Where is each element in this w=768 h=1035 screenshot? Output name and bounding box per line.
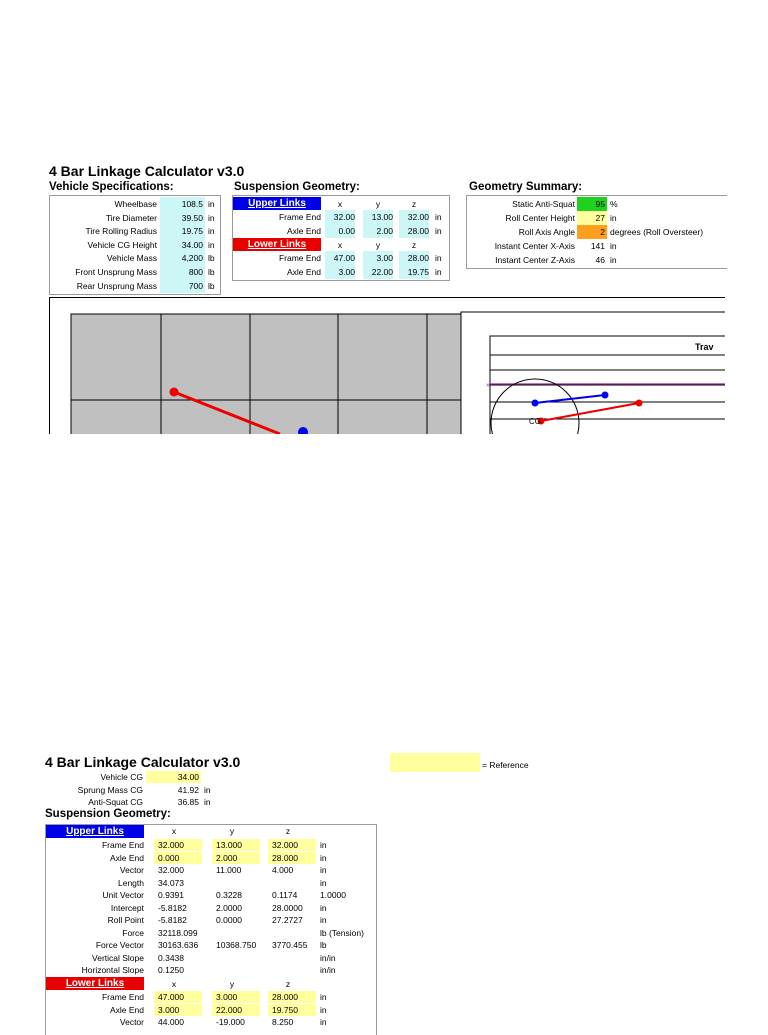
z-value: 28.000 — [268, 852, 316, 864]
spec-label: Tire Rolling Radius — [85, 226, 157, 237]
row-label: Frame End — [101, 992, 144, 1002]
cg-label: CG — [529, 417, 541, 426]
unit: in — [320, 1004, 327, 1015]
vehicle-specs-heading: Vehicle Specifications: — [49, 181, 174, 193]
row-label: Axle End — [109, 852, 144, 863]
side-view-chart — [50, 298, 725, 434]
unit: in — [320, 840, 327, 850]
summary-unit: % — [610, 199, 618, 209]
row-label: Vector — [119, 865, 144, 875]
spec-label: Tire Diameter — [105, 212, 157, 223]
unit: in — [320, 1017, 327, 1027]
suspension-heading: Suspension Geometry: — [234, 181, 360, 193]
unit — [356, 889, 416, 901]
lower-links-header: Lower Links — [46, 977, 144, 990]
y-value — [212, 964, 260, 976]
unit: lb — [320, 940, 327, 950]
row-label: Intercept — [110, 902, 144, 913]
x-value: 34.073 — [158, 877, 184, 888]
cg-summary — [45, 771, 305, 811]
spec-unit: lb — [208, 253, 215, 264]
x-value: -5.8182 — [158, 915, 187, 925]
x-value: 32.000 — [154, 839, 202, 851]
summary-heading: Geometry Summary: — [469, 181, 583, 193]
summary-label: Static Anti-Squat — [512, 199, 575, 209]
x-value: 0.00 — [325, 224, 355, 238]
lower-links-header: Lower Links — [233, 238, 321, 251]
spec-value: 34.00 — [160, 238, 205, 252]
row-label: Axle End — [109, 1004, 144, 1015]
y-value: -19.000 — [216, 1017, 245, 1027]
spec-unit: in — [208, 199, 215, 209]
x-value: 47.000 — [154, 991, 202, 1003]
link-point-label: Axle End — [286, 267, 321, 277]
spec-value: 39.50 — [160, 211, 205, 225]
upper-link-frame-point — [602, 392, 609, 399]
col-x: x — [171, 979, 177, 989]
spec-label: Rear Unsprung Mass — [76, 280, 157, 291]
col-z: z — [411, 199, 417, 209]
col-z: z — [285, 826, 291, 836]
reference-legend: = Reference — [482, 760, 529, 770]
upper-link-axle-point — [532, 400, 539, 407]
unit: in/in — [320, 965, 336, 975]
y-value: 2.000 — [212, 852, 260, 864]
unit: in — [320, 992, 327, 1002]
y-value: 13.00 — [363, 210, 393, 224]
suspension-detail-table — [45, 824, 377, 1035]
spec-unit: in — [208, 226, 215, 237]
col-y: y — [229, 979, 235, 989]
summary-unit: in — [610, 255, 617, 265]
y-value: 22.000 — [212, 1004, 260, 1016]
col-x: x — [171, 826, 177, 836]
z-value: 3770.455 — [272, 940, 308, 950]
unit: lb (Tension) — [320, 927, 364, 938]
y-value: 13.000 — [212, 839, 260, 851]
cg-value: 36.85 — [177, 797, 199, 807]
y-value: 2.00 — [363, 224, 393, 238]
spec-unit: lb — [208, 280, 215, 291]
upper-links-header: Upper Links — [46, 825, 144, 838]
x-value: 0.1250 — [158, 965, 184, 975]
spec-label: Vehicle CG Height — [87, 239, 157, 250]
x-value: 44.000 — [158, 1017, 184, 1027]
y-value: 0.3228 — [216, 890, 242, 900]
spec-value: 800 — [160, 265, 205, 279]
unit: in — [320, 902, 327, 913]
x-value: 0.9391 — [158, 890, 184, 900]
col-y: y — [375, 240, 381, 250]
spec-value: 700 — [160, 279, 205, 293]
plot-background — [71, 314, 461, 434]
spec-unit: in — [208, 239, 215, 250]
spec-value: 19.75 — [160, 224, 205, 238]
summary-unit: in — [610, 213, 617, 223]
reference-swatch — [390, 753, 480, 772]
x-value: 3.00 — [325, 265, 355, 279]
suspension-heading-2: Suspension Geometry: — [45, 808, 171, 820]
y-value: 3.00 — [363, 251, 393, 265]
x-value: 32118.099 — [158, 927, 198, 938]
z-value — [268, 927, 316, 939]
unit: in — [435, 253, 442, 263]
z-value: 0.1174 — [272, 890, 298, 900]
x-value: 0.3438 — [158, 952, 184, 963]
col-z: z — [411, 240, 417, 250]
col-x: x — [337, 199, 343, 209]
z-value: 4.000 — [272, 865, 294, 875]
suspension-geometry-table — [232, 195, 450, 281]
col-y: y — [229, 826, 235, 836]
y-value: 3.000 — [212, 991, 260, 1003]
x-value: 0.000 — [154, 852, 202, 864]
cg-label: Anti-Squat CG — [88, 797, 143, 807]
row-label: Vector — [119, 1017, 144, 1027]
page-title: 4 Bar Linkage Calculator v3.0 — [49, 163, 245, 179]
y-value — [212, 877, 260, 889]
row-label: Unit Vector — [102, 890, 144, 900]
roll-axis-marker: » — [486, 382, 490, 389]
summary-value: 95 — [577, 197, 607, 211]
cg-unit: in — [204, 784, 211, 795]
summary-value: 2 — [577, 225, 607, 239]
col-x: x — [337, 240, 343, 250]
z-value: 8.250 — [272, 1017, 294, 1027]
upper-links-header: Upper Links — [233, 197, 321, 210]
row-label: Force Vector — [95, 940, 144, 950]
chart-area — [49, 297, 725, 434]
w-value: 1.0000 — [320, 890, 346, 900]
z-value: 32.000 — [268, 839, 316, 851]
summary-label: Instant Center Z-Axis — [495, 255, 575, 265]
z-value — [268, 964, 316, 976]
x-value: 32.000 — [158, 865, 184, 875]
spec-unit: in — [208, 212, 215, 223]
spec-value: 4,200 — [160, 251, 205, 265]
x-value: 30163.636 — [158, 940, 199, 950]
unit: in/in — [320, 952, 336, 963]
summary-label: Instant Center X-Axis — [494, 241, 575, 251]
link-point-label: Frame End — [278, 212, 321, 222]
cg-value: 34.00 — [146, 771, 201, 783]
travel-chart-title: Trav — [695, 342, 714, 352]
lower-link-frame-point — [170, 388, 179, 397]
x-value: -5.8182 — [158, 902, 187, 913]
unit: in — [435, 267, 442, 277]
spec-label: Vehicle Mass — [106, 253, 157, 264]
z-value — [268, 877, 316, 889]
col-y: y — [375, 199, 381, 209]
y-value: 0.0000 — [216, 915, 242, 925]
link-point-label: Frame End — [278, 253, 321, 263]
y-value: 22.00 — [363, 265, 393, 279]
summary-value: 27 — [577, 211, 607, 225]
summary-label: Roll Center Height — [505, 213, 575, 223]
spec-label: Front Unsprung Mass — [75, 267, 157, 277]
z-value: 32.00 — [399, 210, 429, 224]
link-point-label: Axle End — [286, 226, 321, 236]
summary-label: Roll Axis Angle — [518, 227, 575, 237]
summary-value: 141 — [590, 241, 605, 251]
unit: in — [435, 212, 442, 222]
spec-value: 108.5 — [160, 197, 205, 211]
z-value: 28.00 — [399, 251, 429, 265]
lower-link-frame-point — [636, 400, 643, 407]
x-value: 47.00 — [325, 251, 355, 265]
geometry-summary-table — [466, 195, 727, 269]
row-label: Horizontal Slope — [81, 965, 144, 975]
y-value: 2.0000 — [216, 902, 242, 913]
unit: in — [320, 865, 327, 875]
cg-unit — [204, 771, 224, 783]
z-value: 28.000 — [268, 991, 316, 1003]
row-label: Frame End — [101, 840, 144, 850]
unit: in — [320, 915, 327, 925]
cg-value: 41.92 — [177, 784, 199, 795]
z-value — [268, 952, 316, 964]
unit: in — [320, 877, 327, 888]
x-value: 3.000 — [154, 1004, 202, 1016]
z-value: 28.0000 — [272, 902, 303, 913]
page-title-2: 4 Bar Linkage Calculator v3.0 — [45, 754, 241, 770]
cg-unit: in — [204, 797, 211, 807]
spec-label: Wheelbase — [114, 199, 157, 209]
col-z: z — [285, 979, 291, 989]
unit: in — [320, 852, 327, 863]
cg-label: Sprung Mass CG — [77, 784, 143, 795]
y-value — [212, 927, 260, 939]
cg-label: Vehicle CG — [100, 772, 143, 782]
z-value: 19.75 — [399, 265, 429, 279]
z-value: 27.2727 — [272, 915, 303, 925]
row-label: Length — [118, 877, 144, 888]
row-label: Vertical Slope — [92, 952, 144, 963]
z-value: 19.750 — [268, 1004, 316, 1016]
vehicle-specs-table — [49, 195, 221, 295]
x-value: 32.00 — [325, 210, 355, 224]
row-label: Force — [122, 927, 144, 938]
unit: in — [435, 226, 442, 236]
summary-unit: degrees (Roll Oversteer) — [610, 227, 704, 237]
y-value: 10368.750 — [216, 940, 257, 950]
y-value — [212, 952, 260, 964]
spec-unit: lb — [208, 267, 215, 277]
row-label: Roll Point — [107, 915, 144, 925]
summary-value: 46 — [595, 255, 605, 265]
y-value: 11.000 — [216, 865, 242, 875]
z-value: 28.00 — [399, 224, 429, 238]
summary-unit: in — [610, 241, 617, 251]
